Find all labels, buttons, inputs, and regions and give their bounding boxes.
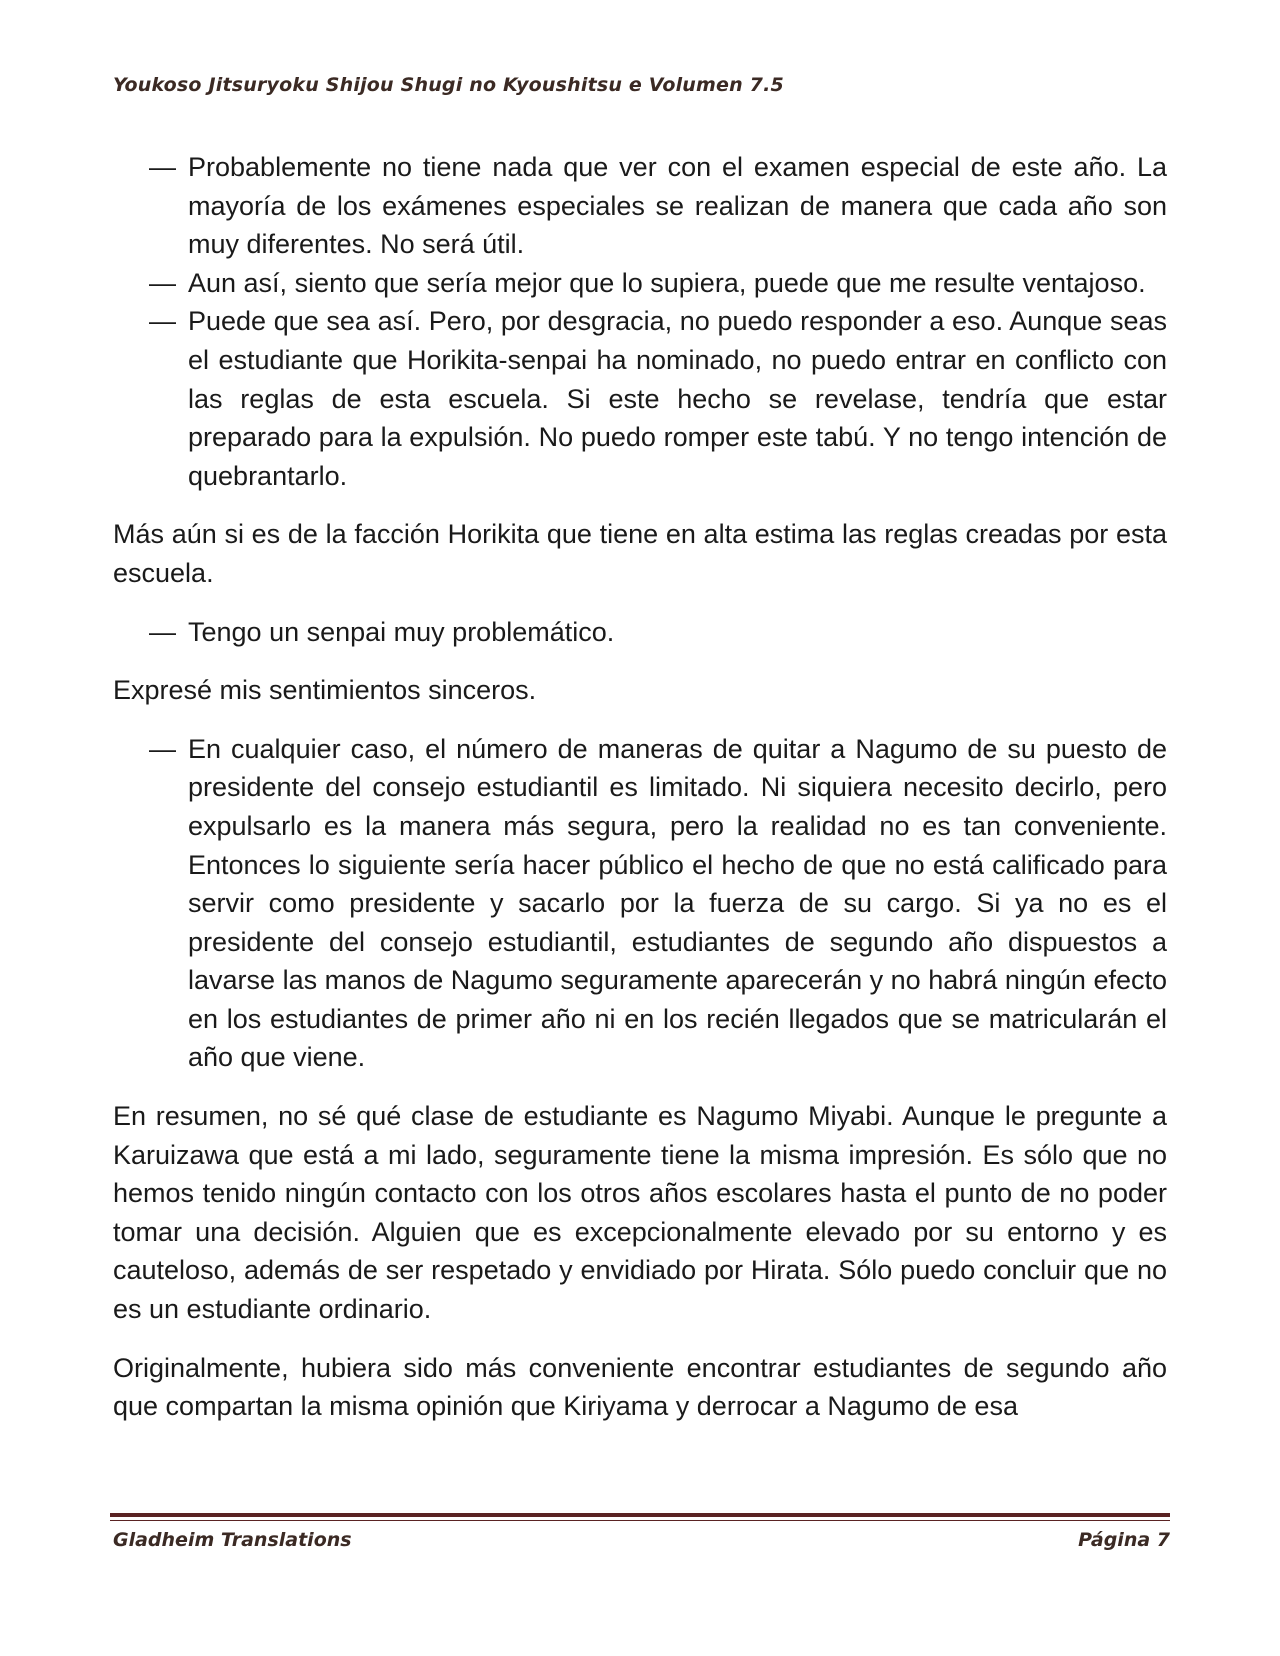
dialogue-group <box>113 730 1167 1077</box>
footer-page-number: Página 7 <box>1078 1529 1170 1551</box>
footer-divider-thin <box>110 1520 1170 1521</box>
dialogue-dash: — <box>149 616 176 647</box>
narration-paragraph: Expresé mis sentimientos sinceros. <box>113 675 537 706</box>
dialogue-line <box>113 302 1167 495</box>
dialogue-text: Probablemente no tiene nada que ver con el examen especial de este año. La mayoría de los exámenes especiales se realizan de manera que cada año son muy diferentes. No será útil. <box>188 152 1167 260</box>
footer-credit: Gladheim Translations <box>113 1529 352 1551</box>
dialogue-text: Aun así, siento que sería mejor que lo supiera, puede que me resulte ventajoso. <box>188 267 1146 298</box>
dialogue-group <box>113 613 1167 652</box>
dialogue-text: En cualquier caso, el número de maneras de quitar a Nagumo de su puesto de presidente del consejo estudiantil es limitado. Ni siquiera necesito decirlo, pero expulsarlo es la manera más segura, pero la realidad no es tan conveniente. Entonces lo siguiente sería hacer público el hecho de que no está calificado para servir como presidente y sacarlo por la fuerza de su cargo. Si ya no es el presidente del consejo estudiantil, estudiantes de segundo año dispuestos a lavarse las manos de Nagumo seguramente aparecerán y no habrá ningún efecto en los estudiantes de primer año ni en los recién llegados que se matricularán el año que viene. <box>188 733 1167 1073</box>
dialogue-dash: — <box>149 306 176 337</box>
dialogue-dash: — <box>149 733 176 764</box>
footer-divider-thick <box>110 1513 1170 1517</box>
page-header-title: Youkoso Jitsuryoku Shijou Shugi no Kyoushitsu e Volumen 7.5 <box>113 74 784 96</box>
narration-paragraph: Originalmente, hubiera sido más conveniente encontrar estudiantes de segundo año que compartan la misma opinión que Kiriyama y derrocar a Nagumo de esa <box>113 1352 1167 1422</box>
narration-paragraph: En resumen, no sé qué clase de estudiante es Nagumo Miyabi. Aunque le pregunte a Karuizawa que está a mi lado, seguramente tiene la misma impresión. Es sólo que no hemos tenido ningún contacto con los otros años escolares hasta el punto de no poder tomar una decisión. Alguien que es excepcionalmente elevado por su entorno y es cauteloso, además de ser respetado y envidiado por Hirata. Sólo puedo concluir que no es un estudiante ordinario. <box>113 1101 1167 1325</box>
dialogue-dash: — <box>149 267 176 298</box>
dialogue-line <box>113 730 1167 1077</box>
dialogue-text: Tengo un senpai muy problemático. <box>188 616 615 647</box>
dialogue-line <box>113 264 1167 303</box>
dialogue-line <box>113 613 1167 652</box>
narration-paragraph: Más aún si es de la facción Horikita que tiene en alta estima las reglas creadas por esta escuela. <box>113 519 1167 588</box>
dialogue-text: Puede que sea así. Pero, por desgracia, no puedo responder a eso. Aunque seas el estudiante que Horikita-senpai ha nominado, no puedo entrar en conflicto con las reglas de esta escuela. Si este hecho se revelase, tendría que estar preparado para la expulsión. No puedo romper este tabú. Y no tengo intención de quebrantarlo. <box>188 306 1167 491</box>
dialogue-line <box>113 148 1167 264</box>
dialogue-group <box>113 148 1167 495</box>
page-content <box>113 148 1167 1446</box>
dialogue-dash: — <box>149 152 176 182</box>
